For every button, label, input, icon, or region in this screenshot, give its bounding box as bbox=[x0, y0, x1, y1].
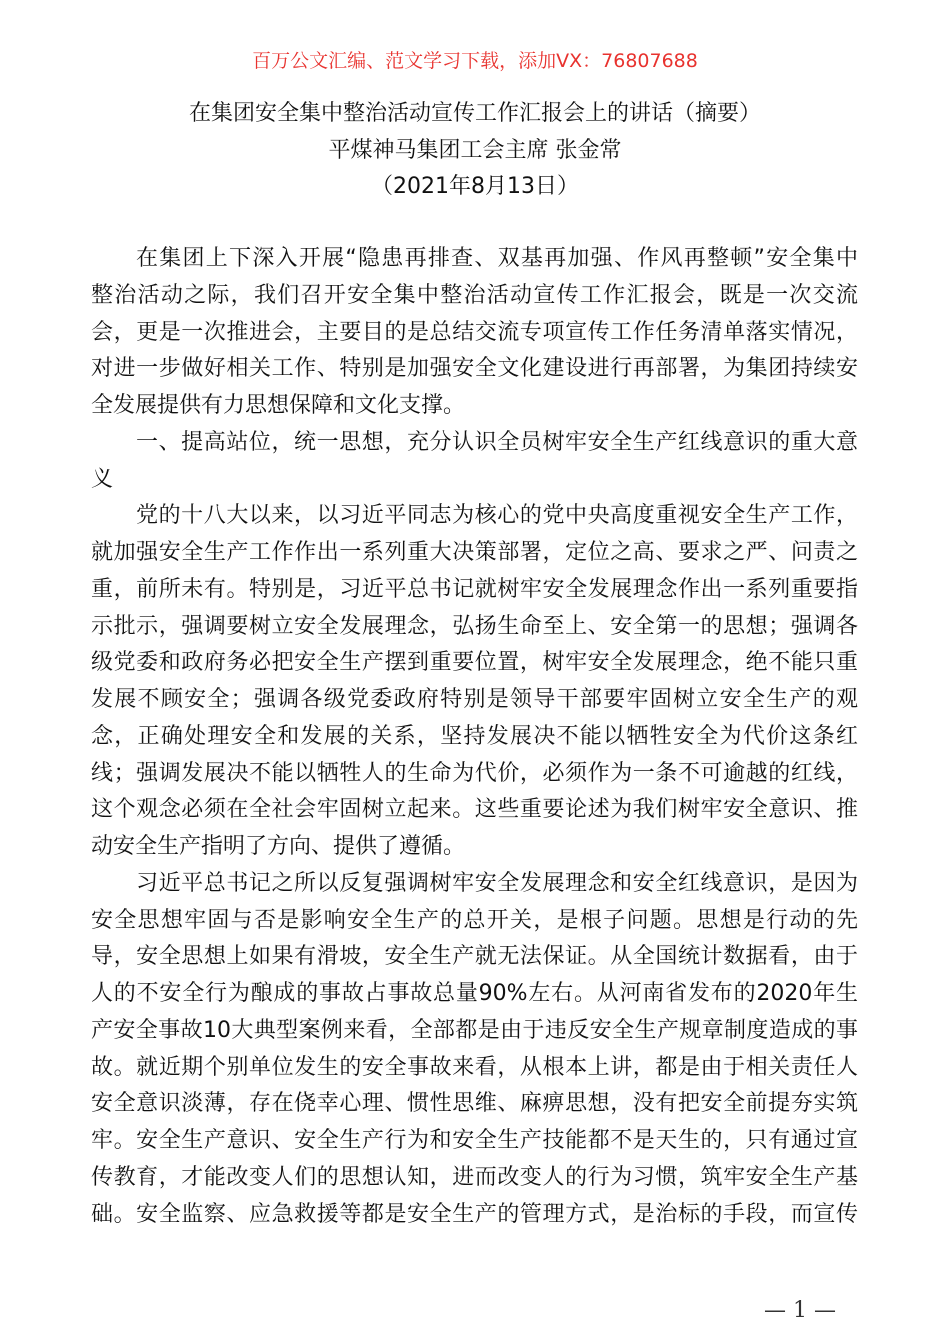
text-line: 牢。安全生产意识、安全生产行为和安全生产技能都不是天生的，只有通过宣 bbox=[91, 1128, 858, 1153]
text-line: 安全意识淡薄，存在侥幸心理、惯性思维、麻痹思想，没有把安全前提夯实筑 bbox=[91, 1091, 858, 1117]
paragraph bbox=[91, 241, 858, 425]
text-line: 发展不顾安全；强调各级党委政府特别是领导干部要牢固树立安全生产的观 bbox=[91, 687, 858, 712]
text-line: 在集团上下深入开展“隐患再排查、双基再加强、作风再整顿”安全集中 bbox=[136, 246, 858, 271]
document-body bbox=[91, 241, 858, 1233]
text-line: 导，安全思想上如果有滑坡，安全生产就无法保证。从全国统计数据看，由于 bbox=[91, 944, 858, 970]
text-line: 对进一步做好相关工作、特别是加强安全文化建设进行再部署，为集团持续安 bbox=[91, 356, 858, 382]
text-line: 线；强调发展决不能以牺牲人的生命为代价，必须作为一条不可逾越的红线， bbox=[91, 760, 858, 786]
text-line: 传教育，才能改变人们的思想认知，进而改变人的行为习惯，筑牢安全生产基 bbox=[91, 1164, 858, 1190]
document-author: 平煤神马集团工会主席 张金常 bbox=[328, 138, 622, 163]
text-line: 故。就近期个别单位发生的安全事故来看，从根本上讲，都是由于相关责任人 bbox=[91, 1054, 858, 1080]
text-line: 习近平总书记之所以反复强调树牢安全发展理念和安全红线意识，是因为 bbox=[136, 870, 858, 896]
text-line: 会，更是一次推进会，主要目的是总结交流专项宣传工作任务清单落实情况， bbox=[91, 319, 858, 345]
text-line: 级党委和政府务必把安全生产摆到重要位置，树牢安全发展理念，绝不能只重 bbox=[91, 650, 858, 676]
text-line: 动安全生产指明了方向、提供了遵循。 bbox=[91, 834, 466, 859]
text-line: 义 bbox=[91, 466, 114, 492]
paragraph bbox=[91, 498, 858, 866]
text-line: 安全思想牢固与否是影响安全生产的总开关，是根子问题。思想是行动的先 bbox=[91, 907, 858, 933]
text-line: 念，正确处理安全和发展的关系，坚持发展决不能以牺牲安全为代价这条红 bbox=[91, 723, 858, 749]
text-line: 一、提高站位，统一思想，充分认识全员树牢安全生产红线意识的重大意 bbox=[136, 429, 858, 455]
text-line: 重，前所未有。特别是，习近平总书记就树牢安全发展理念作出一系列重要指 bbox=[91, 576, 858, 602]
watermark-text: 百万公文汇编、范文学习下载，添加VX：76807688 bbox=[252, 50, 698, 72]
text-line: 础。安全监察、应急救援等都是安全生产的管理方式，是治标的手段，而宣传 bbox=[91, 1201, 858, 1227]
text-line: 党的十八大以来，以习近平同志为核心的党中央高度重视安全生产工作， bbox=[136, 503, 858, 529]
page-number: — 1 — bbox=[764, 1298, 836, 1323]
document-date: （2021年8月13日） bbox=[371, 174, 579, 199]
text-line: 产安全事故10大典型案例来看，全部都是由于违反安全生产规章制度造成的事 bbox=[91, 1017, 858, 1043]
section-heading bbox=[91, 425, 858, 499]
text-line: 这个观念必须在全社会牢固树立起来。这些重要论述为我们树牢安全意识、推 bbox=[91, 797, 858, 823]
document-title: 在集团安全集中整治活动宣传工作汇报会上的讲话（摘要） bbox=[188, 101, 761, 126]
text-line: 全发展提供有力思想保障和文化支撑。 bbox=[91, 393, 466, 418]
text-line: 就加强安全生产工作作出一系列重大决策部署，定位之高、要求之严、问责之 bbox=[91, 540, 858, 565]
text-line: 人的不安全行为酿成的事故占事故总量90%左右。从河南省发布的2020年生 bbox=[91, 981, 858, 1006]
paragraph bbox=[91, 866, 858, 1234]
text-line: 示批示，强调要树立安全发展理念，弘扬生命至上、安全第一的思想；强调各 bbox=[91, 613, 858, 639]
text-line: 整治活动之际，我们召开安全集中整治活动宣传工作汇报会，既是一次交流 bbox=[91, 282, 858, 308]
